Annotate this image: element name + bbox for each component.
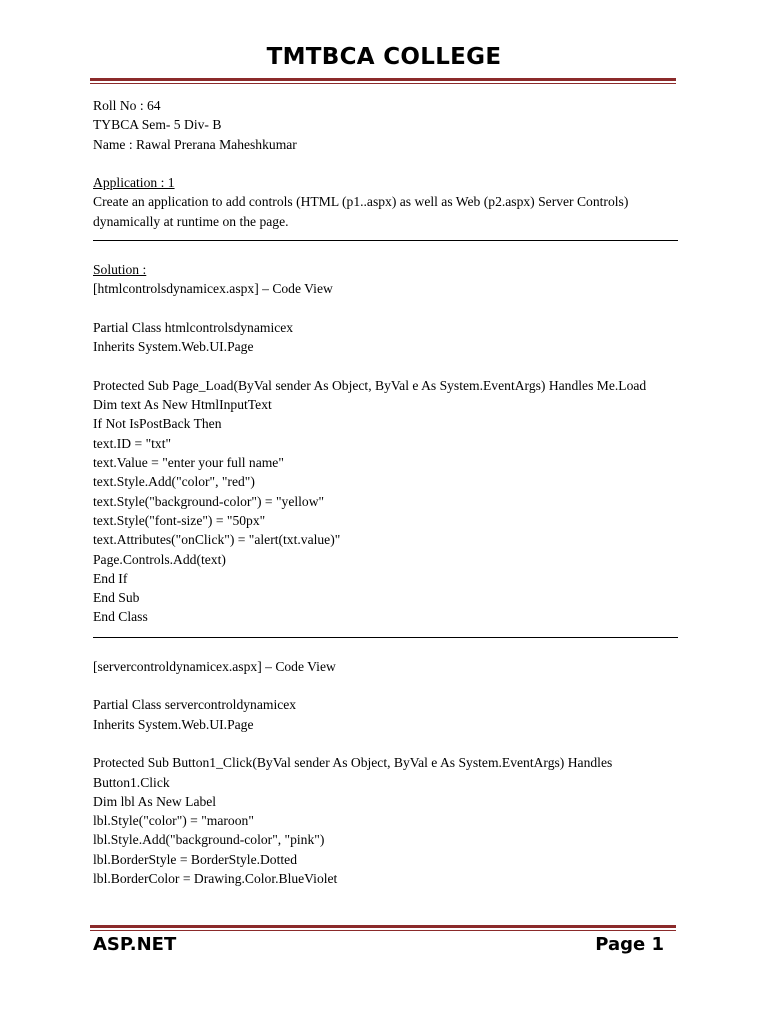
class-info: TYBCA Sem- 5 Div- B — [93, 117, 222, 133]
code-line — [93, 676, 678, 695]
application-heading: Application : 1 — [93, 175, 175, 191]
code-block-1 — [93, 299, 678, 627]
application-description: Create an application to add controls (HTML (p1..aspx) as well as Web (p2.aspx) Server Controls) dynamically at runtime on the page. — [93, 194, 629, 229]
footer-rule — [90, 925, 676, 931]
code-line — [93, 299, 678, 318]
code-line: Dim text As New HtmlInputText — [93, 397, 272, 413]
header-rule — [90, 78, 676, 84]
solution-heading: Solution : — [93, 262, 147, 278]
code-line: If Not IsPostBack Then — [93, 416, 222, 432]
header-rule-thin — [90, 83, 676, 84]
footer-course: ASP.NET — [93, 934, 177, 955]
section-divider — [93, 637, 678, 638]
code-line: lbl.BorderStyle = BorderStyle.Dotted — [93, 851, 297, 867]
roll-number: Roll No : 64 — [93, 98, 161, 113]
section-divider — [93, 240, 678, 241]
code-line: Dim lbl As New Label — [93, 793, 217, 809]
code-line: lbl.Style("color") = "maroon" — [93, 813, 254, 829]
code-line: text.Attributes("onClick") = "alert(txt.value)" — [93, 532, 341, 548]
page-title: TMTBCA COLLEGE — [266, 44, 502, 70]
code-block-2 — [93, 676, 678, 888]
header-rule-thick — [90, 78, 676, 81]
code-line: Inherits System.Web.UI.Page — [93, 339, 254, 355]
page-number: Page 1 — [595, 934, 664, 955]
code-line: lbl.Style.Add("background-color", "pink") — [93, 832, 325, 848]
code-line — [93, 357, 678, 376]
code-line: Inherits System.Web.UI.Page — [93, 716, 254, 732]
blank-line — [93, 154, 678, 173]
footer-rule-thick — [90, 925, 676, 928]
code-line: text.Value = "enter your full name" — [93, 455, 284, 471]
code-line: Protected Sub Page_Load(ByVal sender As Object, ByVal e As System.EventArgs) Handles Me.Load — [93, 377, 647, 393]
code-line: text.Style.Add("color", "red") — [93, 474, 255, 490]
code-line: End Class — [93, 609, 148, 625]
file1-title: [htmlcontrolsdynamicex.aspx] – Code View — [93, 281, 333, 297]
code-line: lbl.BorderColor = Drawing.Color.BlueViolet — [93, 870, 338, 886]
code-line: text.Style("background-color") = "yellow" — [93, 493, 325, 509]
student-name: Name : Rawal Prerana Maheshkumar — [93, 136, 297, 152]
document-body — [93, 96, 678, 888]
code-line: End If — [93, 570, 128, 586]
footer-rule-thin — [90, 930, 676, 931]
code-line: text.ID = "txt" — [93, 435, 172, 451]
code-line: Page.Controls.Add(text) — [93, 551, 226, 567]
code-line: Protected Sub Button1_Click(ByVal sender As Object, ByVal e As System.EventArgs) Handles Button1.Click — [93, 755, 613, 790]
code-line: Partial Class servercontroldynamicex — [93, 697, 297, 713]
file2-title: [servercontroldynamicex.aspx] – Code View — [93, 658, 336, 674]
code-line: Partial Class htmlcontrolsdynamicex — [93, 319, 294, 335]
code-line: End Sub — [93, 590, 140, 606]
code-line — [93, 734, 678, 753]
code-line: text.Style("font-size") = "50px" — [93, 512, 266, 528]
